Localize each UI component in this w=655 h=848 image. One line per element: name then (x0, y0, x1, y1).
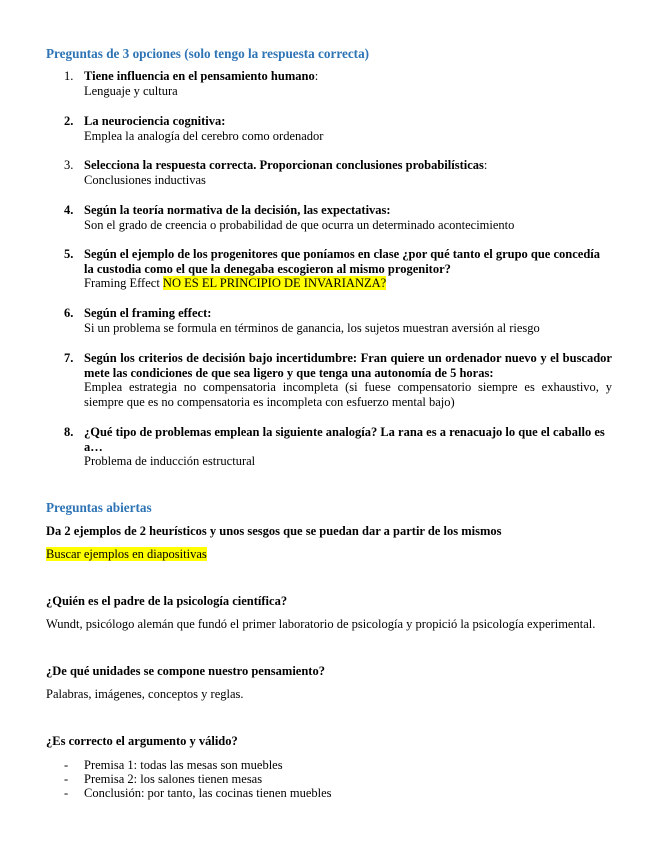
section-heading-multiple-choice: Preguntas de 3 opciones (solo tengo la respuesta correcta) (46, 46, 370, 61)
answer-text: Emplea estrategia no compensatoria incompleta (si fuese compensatorio siempre es exhaustivo, y siempre que es no compensatoria es incompleta con esfuerzo mental bajo) (84, 380, 612, 409)
answer-text: Emplea la analogía del cerebro como ordenador (84, 128, 324, 143)
question-text: Según el ejemplo de los progenitores que poníamos en clase ¿por qué tanto el grupo que concedía la custodia como el que la denegaba escogieron al mismo progenitor? (84, 247, 600, 276)
question-number: 5. (64, 247, 74, 261)
answer-text: Si un problema se formula en términos de ganancia, los sujetos muestran aversión al riesgo (84, 320, 540, 335)
question-item-1 (64, 69, 612, 98)
question-text: Según el framing effect: (84, 306, 212, 320)
highlighted-note: NO ES EL PRINCIPIO DE INVARIANZA? (162, 276, 387, 290)
open-answer-1: Buscar ejemplos en diapositivas (46, 547, 207, 561)
open-question-4: ¿Es correcto el argumento y válido? (46, 734, 238, 748)
dash-bullet: - (64, 786, 69, 800)
question-text: Tiene influencia en el pensamiento humano (84, 69, 315, 83)
answer-text: Lenguaje y cultura (84, 83, 178, 98)
question-item-3 (64, 158, 612, 187)
question-number: 1. (64, 69, 74, 83)
question-number: 6. (64, 306, 74, 320)
question-text: La neurociencia cognitiva: (84, 114, 226, 128)
question-number: 7. (64, 351, 74, 365)
question-item-6 (64, 306, 612, 335)
question-item-2 (64, 114, 612, 143)
question-text: Según la teoría normativa de la decisión, las expectativas: (84, 203, 391, 217)
question-item-7 (64, 351, 612, 409)
open-question-2: ¿Quién es el padre de la psicología científica? (46, 594, 288, 608)
answer-text: Conclusiones inductivas (84, 172, 206, 187)
open-question-1: Da 2 ejemplos de 2 heurísticos y unos sesgos que se puedan dar a partir de los mismos (46, 524, 502, 538)
dash-bullet: - (64, 772, 69, 786)
question-item-8 (64, 425, 612, 469)
question-item-5 (64, 247, 612, 291)
question-item-4 (64, 203, 612, 232)
dash-bullet: - (64, 758, 69, 772)
answer-text: Problema de inducción estructural (84, 454, 256, 468)
open-answer-2: Wundt, psicólogo alemán que fundó el primer laboratorio de psicología y propició la psicología experimental. (46, 617, 596, 631)
question-suffix: : (314, 69, 319, 83)
document-page: Preguntas de 3 opciones (solo tengo la respuesta correcta) 1. Tiene influencia en el pensamiento humano: Lenguaje y cultura 2. La neurociencia cognitiva: Emplea la analogía del cerebro como ordenador 3. Selecciona la respuesta correcta. Proporcionan conclusiones probabilísticas: Conclusiones inductivas 4. Según la teoría normativa de la decisión, las expectativas: Son el grado de creencia o probabilidad de que ocurra un determinado acontecimiento 5. Según el ejemplo de los progenitores que poníamos en clase ¿por qué tanto el grupo que concedía la custodia como el que la denegaba escogieron al mismo progenitor? Framing Effect NO ES EL PRINCIPIO DE INVARIANZA? 6. Según el framing effect: Si un problema se formula en términos de ganancia, los sujetos muestran aversión al riesgo 7. Según los criterios de decisión bajo incertidumbre: Fran quiere un ordenador nuevo y el buscador mete las condiciones de que sea ligero y que tenga una autonomía de 5 horas: Emplea estrategia no compensatoria incompleta (si fuese compensatorio siempre es exhaustivo, y siempre que es no compensatoria es incompleta con esfuerzo mental bajo) 8. ¿Qué tipo de problemas emplean la siguiente analogía? La rana es a renacuajo lo que el caballo es a… Problema de inducción estructural Preguntas abiertas Da 2 ejemplos de 2 heurísticos y unos sesgos que se puedan dar a partir de los mismos Buscar ejemplos en diapositivas ¿Quién es el padre de la psicología científica? Wundt, psicólogo alemán que fundó el primer laboratorio de psicología y propició la psicología experimental. ¿De qué unidades se compone nuestro pensamiento? Palabras, imágenes, conceptos y reglas. ¿Es correcto el argumento y válido? - Premisa 1: todas las mesas son muebles - Premisa 2: los salones tienen mesas - Conclusión: por tanto, las cocinas tienen muebles (46, 46, 612, 800)
question-text: Selecciona la respuesta correcta. Proporcionan conclusiones probabilísticas (84, 158, 484, 172)
question-number: 4. (64, 203, 74, 217)
open-question-3: ¿De qué unidades se compone nuestro pensamiento? (46, 664, 325, 678)
question-suffix: : (483, 158, 488, 172)
question-text: ¿Qué tipo de problemas emplean la siguiente analogía? La rana es a renacuajo lo que el caballo es a… (84, 425, 605, 454)
question-number: 8. (64, 425, 74, 439)
open-answer-3: Palabras, imágenes, conceptos y reglas. (46, 687, 244, 701)
answer-text: Framing Effect (84, 276, 160, 290)
section-heading-open-questions: Preguntas abiertas (46, 500, 152, 515)
question-text: Según los criterios de decisión bajo incertidumbre: Fran quiere un ordenador nuevo y el buscador mete las condiciones de que sea ligero y que tenga una autonomía de 5 horas: (84, 351, 612, 380)
answer-text: Son el grado de creencia o probabilidad de que ocurra un determinado acontecimiento (84, 217, 515, 232)
question-number: 3. (64, 158, 74, 172)
question-number: 2. (64, 114, 74, 128)
